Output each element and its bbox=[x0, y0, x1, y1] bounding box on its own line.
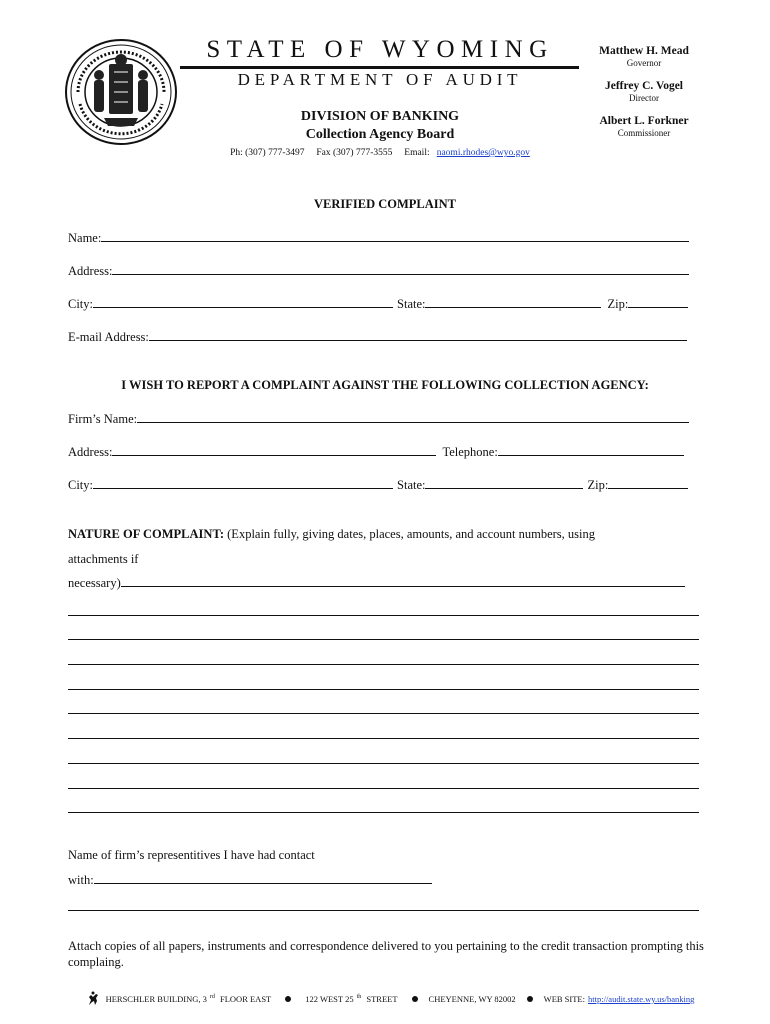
agency-heading: I WISH TO REPORT A COMPLAINT AGAINST THE FOLLOWING COLLECTION AGENCY: bbox=[121, 378, 649, 392]
contact-line bbox=[180, 148, 580, 158]
firm-name-label: Firm’s Name: bbox=[68, 412, 138, 426]
telephone-label: Telephone: bbox=[442, 445, 498, 459]
address-row bbox=[68, 264, 689, 278]
nature-continued: attachments if bbox=[68, 552, 139, 566]
nature-blank-line[interactable] bbox=[68, 664, 699, 665]
nature-blank-line[interactable] bbox=[68, 689, 699, 690]
telephone-field[interactable] bbox=[498, 455, 684, 456]
city-state-zip-row bbox=[68, 297, 688, 311]
agency-address-label: Address: bbox=[68, 445, 113, 459]
fax: Fax (307) 777-3555 bbox=[316, 148, 393, 158]
department-title: DEPARTMENT OF AUDIT bbox=[237, 70, 523, 89]
reps-row bbox=[68, 873, 432, 887]
phone: Ph: (307) 777-3497 bbox=[230, 148, 305, 158]
bullet-icon bbox=[527, 996, 533, 1002]
name-field[interactable] bbox=[101, 241, 689, 242]
nature-blank-line[interactable] bbox=[68, 738, 699, 739]
nature-blank-line[interactable] bbox=[68, 639, 699, 640]
official-name: Albert L. Forkner bbox=[599, 115, 689, 127]
nature-heading bbox=[68, 527, 595, 542]
reps-label: Name of firm’s representitives I have had contact bbox=[68, 848, 315, 862]
agency-zip-field[interactable] bbox=[608, 488, 688, 489]
officials-list bbox=[588, 44, 700, 149]
official-title: Commissioner bbox=[617, 128, 671, 138]
attach-note: Attach copies of all papers, instruments and correspondence delivered to you pertaining to the credit transaction prompting this complaing. bbox=[68, 939, 704, 969]
necessary-label: necessary) bbox=[68, 576, 121, 590]
agency-city-state-zip-row bbox=[68, 478, 688, 492]
official-name: Matthew H. Mead bbox=[599, 45, 689, 57]
agency-address-row bbox=[68, 445, 684, 459]
official-title: Governor bbox=[626, 58, 662, 68]
name-label: Name: bbox=[68, 231, 102, 245]
nature-blank-line[interactable] bbox=[68, 788, 699, 789]
zip-label: Zip: bbox=[607, 297, 629, 311]
email-field-label: E-mail Address: bbox=[68, 330, 149, 344]
address-label: Address: bbox=[68, 264, 113, 278]
state-field[interactable] bbox=[425, 307, 601, 308]
nature-blank-line[interactable] bbox=[68, 812, 699, 813]
email-label: Email: bbox=[404, 148, 430, 158]
agency-state-field[interactable] bbox=[425, 488, 583, 489]
footer-web-link[interactable]: http://audit.state.wy.us/banking bbox=[588, 994, 695, 1004]
division-title: DIVISION OF BANKING bbox=[300, 109, 460, 124]
email-link[interactable]: naomi.rhodes@wyo.gov bbox=[436, 148, 530, 158]
form-title: VERIFIED COMPLAINT bbox=[313, 197, 457, 211]
email-row bbox=[68, 330, 687, 344]
city-label: City: bbox=[68, 297, 94, 311]
agency-city-field[interactable] bbox=[93, 488, 393, 489]
firm-name-field[interactable] bbox=[137, 422, 689, 423]
nature-blank-line[interactable] bbox=[68, 615, 699, 616]
agency-city-label: City: bbox=[68, 478, 94, 492]
city-field[interactable] bbox=[93, 307, 393, 308]
nature-instructions: (Explain fully, giving dates, places, amounts, and account numbers, using bbox=[224, 527, 595, 541]
reps-with-label: with: bbox=[68, 873, 94, 887]
nature-label: NATURE OF COMPLAINT: bbox=[68, 527, 225, 541]
address-field[interactable] bbox=[112, 274, 689, 275]
bullet-icon bbox=[285, 996, 291, 1002]
state-seal-icon bbox=[64, 38, 178, 146]
official-name: Jeffrey C. Vogel bbox=[604, 80, 684, 92]
state-label: State: bbox=[397, 297, 426, 311]
board-title: Collection Agency Board bbox=[305, 127, 455, 142]
official-title: Director bbox=[629, 93, 659, 103]
agency-zip-label: Zip: bbox=[587, 478, 609, 492]
footer bbox=[80, 991, 700, 1007]
nature-blank-line[interactable] bbox=[68, 763, 699, 764]
footer-building: HERSCHLER BUILDING, 3 $^{rd}$ FLOOR EAST bbox=[105, 994, 272, 1004]
agency-address-field[interactable] bbox=[112, 455, 436, 456]
name-row bbox=[68, 231, 689, 245]
state-title: STATE OF WYOMING bbox=[206, 36, 554, 63]
bullet-icon bbox=[412, 996, 418, 1002]
zip-field[interactable] bbox=[628, 307, 688, 308]
reps-field[interactable] bbox=[94, 883, 432, 884]
firm-name-row bbox=[68, 412, 689, 426]
email-field[interactable] bbox=[149, 340, 687, 341]
header-rule bbox=[180, 66, 579, 69]
nature-necessary-row bbox=[68, 576, 685, 590]
footer-street: 122 WEST 25 $^{th}$ STREET bbox=[305, 994, 398, 1004]
nature-blank-line[interactable] bbox=[68, 713, 699, 714]
agency-state-label: State: bbox=[397, 478, 426, 492]
footer-web-label: WEB SITE: bbox=[543, 994, 585, 1004]
bucking-horse-icon bbox=[86, 991, 100, 1007]
reps-blank-line[interactable] bbox=[68, 910, 699, 911]
nature-field[interactable] bbox=[121, 586, 685, 587]
footer-city: CHEYENNE, WY 82002 bbox=[428, 994, 516, 1004]
